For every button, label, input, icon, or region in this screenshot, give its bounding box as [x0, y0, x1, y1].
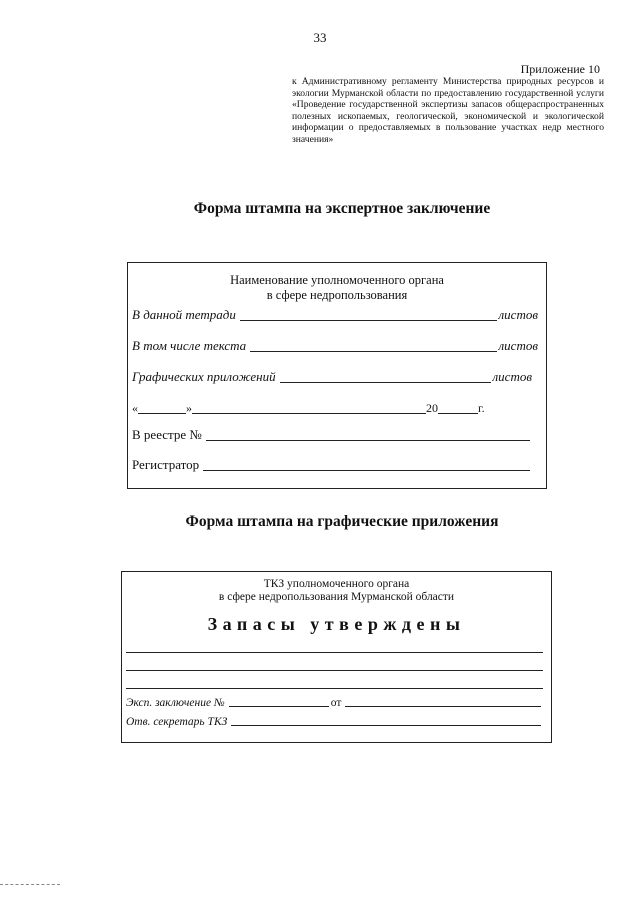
- graphics-line: [280, 370, 491, 383]
- secretary-row: [126, 713, 543, 728]
- date-open-quote: «: [132, 401, 138, 415]
- registry-line: [206, 428, 530, 441]
- graphics-approval-stamp: [121, 571, 552, 743]
- conclusion-date-line: [345, 694, 541, 707]
- registry-label: В реестре №: [132, 427, 202, 442]
- registrar-label: Регистратор: [132, 457, 200, 472]
- appendix-title: Приложение 10: [520, 62, 600, 76]
- date-month-line: [192, 402, 426, 414]
- text-unit: листов: [498, 338, 538, 353]
- graphics-unit: листов: [492, 369, 532, 384]
- scan-edge-mark: [0, 884, 60, 885]
- date-year-suffix: г.: [478, 401, 485, 415]
- conclusion-from-label: от: [330, 697, 342, 709]
- date-year-line: [438, 402, 478, 414]
- registrar-row: [132, 457, 532, 473]
- expert-conclusion-stamp: [127, 262, 547, 489]
- conclusion-row: [126, 694, 543, 709]
- stamp2-header-line1: ТКЗ уполномоченного органа: [263, 578, 410, 590]
- text-label: В том числе текста: [132, 338, 247, 353]
- date-close-quote: »: [186, 401, 192, 415]
- graphics-row: [132, 369, 532, 385]
- secretary-label: Отв. секретарь ТКЗ: [126, 716, 228, 728]
- date-day-line: [138, 402, 186, 414]
- form2-title: Форма штампа на графические приложения: [185, 513, 499, 530]
- notebook-row: [132, 307, 538, 323]
- stamp1-header: [128, 273, 546, 302]
- blank-line-3: [126, 688, 543, 689]
- page-number: 33: [313, 30, 327, 45]
- stamp1-header-line2: в сфере недропользования: [266, 287, 408, 302]
- appendix-text: к Административному регламенту Министерства природных ресурсов и экологии Мурманской области по предоставлению государственной услуги «Проведение государственной экспертизы запасов общераспространенных полезных ископаемых, геологической, экономической и экологической информации о предоставляемых в пользование участках недр местного значения»: [292, 76, 604, 145]
- conclusion-number-line: [229, 694, 329, 707]
- secretary-line: [231, 713, 541, 726]
- blank-line-1: [126, 652, 543, 653]
- stamp2-header-line2: в сфере недропользования Мурманской области: [218, 591, 455, 603]
- text-line: [250, 339, 496, 352]
- conclusion-label: Эксп. заключение №: [126, 697, 225, 709]
- blank-line-2: [126, 670, 543, 671]
- registry-row: [132, 427, 532, 443]
- form1-title: Форма штампа на экспертное заключение: [193, 200, 491, 217]
- date-year-prefix: 20: [426, 401, 438, 415]
- registrar-line: [203, 458, 530, 471]
- stamp2-header: [122, 578, 551, 604]
- notebook-line: [240, 308, 497, 321]
- stamp1-header-line1: Наименование уполномоченного органа: [230, 273, 444, 287]
- notebook-label: В данной тетради: [132, 307, 236, 322]
- date-row: [132, 401, 485, 416]
- graphics-label: Графических приложений: [132, 369, 276, 384]
- notebook-unit: листов: [498, 307, 538, 322]
- text-row: [132, 338, 538, 354]
- reserves-approved: Запасы утверждены: [207, 614, 466, 634]
